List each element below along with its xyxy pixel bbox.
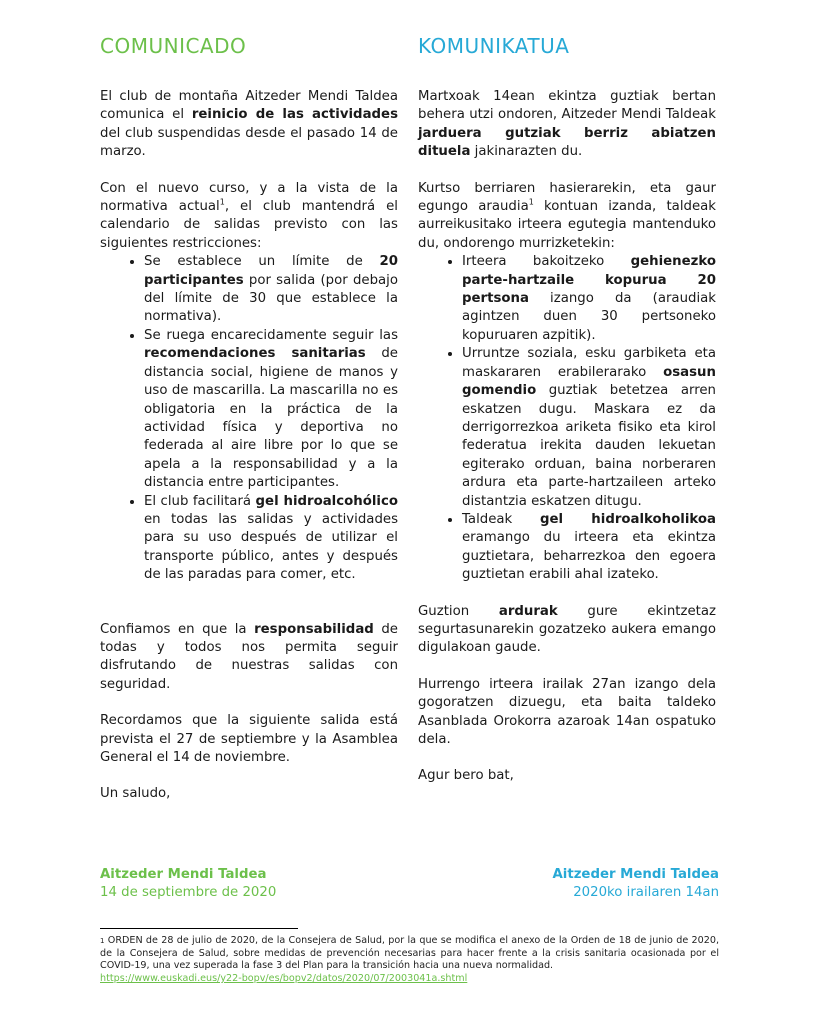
signature-eu bbox=[552, 866, 719, 902]
paragraph-eu-4: Hurrengo irteera irailak 27an izango dela gogoratzen dizuegu, eta baita taldeko Asanblada Orokorra azaroak 14an ospatuko dela. bbox=[418, 676, 716, 747]
signature-es bbox=[100, 866, 276, 902]
paragraph-eu-2 bbox=[418, 180, 716, 254]
bold-text: jarduera gutziak berriz abiatzen dituela bbox=[418, 125, 716, 160]
signature-date-eu: 2020ko irailaren 14an bbox=[573, 885, 719, 900]
spanish-column bbox=[100, 34, 398, 804]
text: gure ekintzetaz segurtasunarekin gozatzeko aukera emango digulakoan gaude. bbox=[418, 603, 716, 656]
list-item bbox=[462, 345, 716, 511]
footnote-text: ORDEN de 28 de julio de 2020, de la Consejera de Salud, por la que se modifica el anexo de la Orden de 18 de junio de 2020, de la Consejera de Salud, sobre medidas de prevención necesarias para hacer frente a la crisis sanitaria ocasionada por el COVID-19, una vez superada la fase 3 del Plan para la transición hacia una nueva normalidad. bbox=[100, 935, 719, 972]
text: del club suspendidas desde el pasado 14 de marzo. bbox=[100, 125, 398, 160]
bold-text: recomendaciones sanitarias bbox=[144, 346, 366, 362]
text: izango da (araudiak agintzen duen 30 pertsoneko kopuruaren azpitik). bbox=[462, 291, 716, 343]
bold-text: 20 participantes bbox=[144, 254, 398, 288]
text: Se ruega encarecidamente seguir las bbox=[144, 327, 398, 343]
text: en todas las salidas y actividades para su uso después de utilizar el transporte público, antes y después de las paradas para comer, etc. bbox=[144, 511, 398, 583]
text: eramango du irteera eta ekintza guztietara, beharrezkoa den egoera guztietan erabili ahal izateko. bbox=[462, 530, 716, 583]
paragraph-es-1 bbox=[100, 88, 398, 162]
paragraph-es-4: Recordamos que la siguiente salida está prevista el 27 de septiembre y la Asamblea General el 14 de noviembre. bbox=[100, 713, 398, 765]
text: Martxoak 14ean ekintza guztiak bertan behera utzi ondoren, Aitzeder Mendi Taldeak bbox=[418, 89, 716, 123]
text: kontuan izanda, taldeak aurreikusitako irteera egutegia mantenduko du, ondorengo murrizketekin: bbox=[418, 199, 716, 251]
text: El club de montaña Aitzeder Mendi Taldea comunica el bbox=[100, 89, 398, 123]
bold-text: reinicio de las actividades bbox=[191, 107, 398, 123]
footnote-ref: 1 bbox=[219, 197, 225, 207]
text: Urruntze soziala, esku garbiketa eta maskararen erabilerarako bbox=[462, 346, 716, 380]
closing-es: Un saludo, bbox=[100, 786, 171, 802]
text: de todas y todos nos permita seguir disfrutando de nuestras salidas con seguridad. bbox=[100, 621, 398, 692]
bold-text: gel hidroalkoholikoa bbox=[540, 511, 716, 527]
paragraph-eu-3 bbox=[418, 603, 716, 658]
signature-date-es: 14 de septiembre de 2020 bbox=[100, 885, 277, 900]
text: Irteera bakoitzeko bbox=[462, 254, 631, 270]
footnote-divider bbox=[100, 928, 298, 929]
list-item bbox=[144, 253, 398, 327]
footnote-ref: 1 bbox=[528, 197, 534, 207]
text: , el club mantendrá el calendario de salidas previsto con las siguientes restricciones: bbox=[100, 199, 398, 251]
text: de distancia social, higiene de manos y uso de mascarilla. La mascarilla no es obligatoria en la práctica de la actividad física y deportiva no federada al aire libre por lo que se apela a la responsabilidad y a la distancia entre participantes. bbox=[144, 346, 398, 491]
text: Guztion bbox=[418, 603, 499, 619]
paragraph-es-2 bbox=[100, 180, 398, 254]
text: guztiak betetzea arren eskatzen dugu. Maskara ez da derrigorrezkoa ariketa fisiko eta kirol federatua irekita dauden lekuetan egiterako orduan, baina norberaren ardura eta parte-hartzaileen arteko distantzia eskatzen ditugu. bbox=[462, 383, 716, 509]
list-item bbox=[462, 511, 716, 585]
text: Confiamos en que la bbox=[100, 621, 255, 637]
page-title-es: COMUNICADO bbox=[100, 34, 247, 58]
text: por salida (por debajo del límite de 30 que establece la normativa). bbox=[144, 272, 398, 325]
bold-text: ardurak bbox=[498, 603, 558, 619]
list-item bbox=[144, 493, 398, 585]
basque-column bbox=[418, 34, 716, 786]
bold-text: responsabilidad bbox=[254, 621, 374, 637]
bold-text: gel hidroalcohólico bbox=[255, 493, 398, 509]
text: Se establece un límite de bbox=[144, 254, 380, 270]
signature-name-eu: Aitzeder Mendi Taldea bbox=[552, 867, 719, 882]
text: El club facilitará bbox=[144, 493, 256, 509]
footnote-marker: 1 bbox=[100, 937, 105, 945]
page-title-eu: KOMUNIKATUA bbox=[418, 34, 570, 58]
text: jakinarazten du. bbox=[470, 144, 583, 160]
list-item bbox=[144, 327, 398, 493]
restrictions-list-eu bbox=[418, 253, 716, 584]
paragraph-es-3 bbox=[100, 621, 398, 695]
closing-eu: Agur bero bat, bbox=[418, 768, 514, 784]
text: Con el nuevo curso, y a la vista de la normativa actual bbox=[100, 180, 398, 215]
bold-text: osasun gomendio bbox=[462, 364, 716, 399]
list-item bbox=[462, 253, 716, 345]
footnote bbox=[100, 935, 719, 985]
text: Kurtso berriaren hasierarekin, eta gaur egungo araudia bbox=[418, 180, 716, 215]
paragraph-eu-1 bbox=[418, 88, 716, 162]
signature-name-es: Aitzeder Mendi Taldea bbox=[100, 867, 267, 882]
text: Taldeak bbox=[462, 511, 541, 527]
footnote-link[interactable]: https://www.euskadi.eus/y22-bopv/es/bopv2/datos/2020/07/2003041a.shtml bbox=[100, 972, 468, 984]
restrictions-list-es bbox=[100, 253, 398, 584]
bold-text: gehienezko parte-hartzaile kopurua 20 pertsona bbox=[462, 254, 716, 307]
